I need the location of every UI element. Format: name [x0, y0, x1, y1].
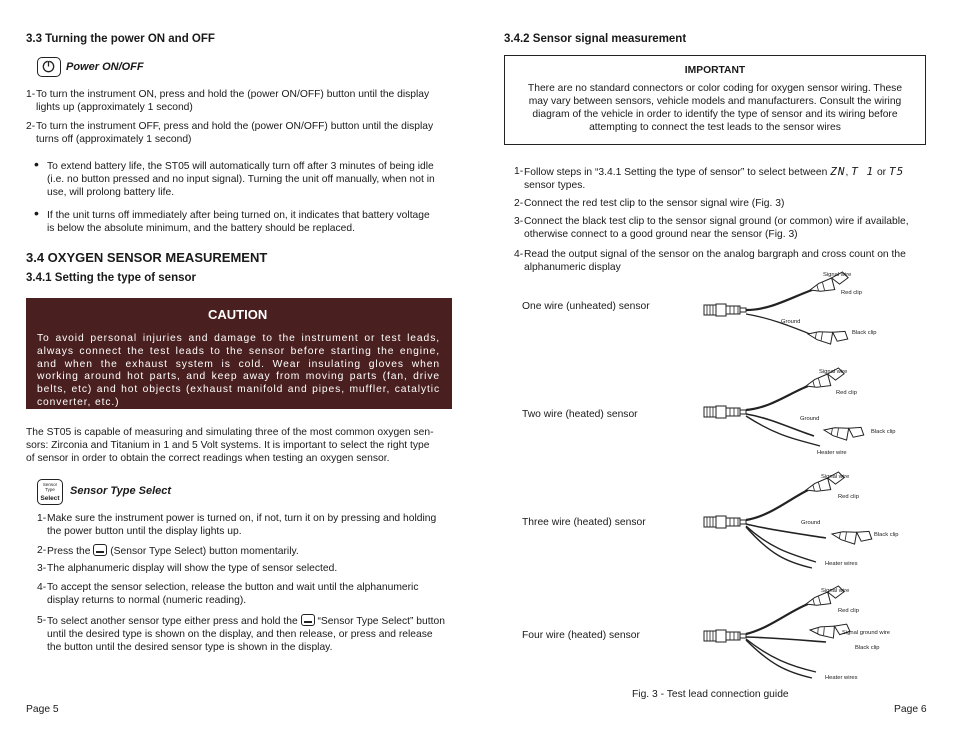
wire-label: Heater wire — [817, 450, 847, 456]
diagram-two-wire — [704, 367, 865, 446]
sensor-label-four-wire: Four wire (heated) sensor — [522, 630, 640, 641]
wire-label: Heater wires — [825, 675, 858, 681]
sensor-label-three-wire: Three wire (heated) sensor — [522, 517, 646, 528]
sensor-label-one-wire: One wire (unheated) sensor — [522, 301, 650, 312]
caution-title: CAUTION — [208, 307, 268, 322]
wire-label: Red clip — [841, 290, 862, 296]
wire-label: Black clip — [855, 645, 880, 651]
caution-body: To avoid personal injuries and damage to the instrument or test leads, always connect the test leads to the sensor before starting the engine, and when the exhaust system is cold. Wear insulating gloves when working around hot parts, and keep away from moving parts (fan, drive belts, etc) and hot objects (exhaust manifold and pipes, muffler, catalytic converter, etc.) — [37, 333, 440, 408]
wire-label: Black clip — [871, 429, 896, 435]
section-heading-3-4-1: 3.4.1 Setting the type of sensor — [26, 272, 196, 284]
section-heading-3-4-2: 3.4.2 Sensor signal measurement — [504, 33, 687, 45]
sensor-code-t5: T5 — [888, 165, 905, 178]
wire-label: Red clip — [836, 390, 857, 396]
intro-paragraph: The ST05 is capable of measuring and simulating three of the most common oxygen sen- sors: Zirconia and Titanium in 1 and 5 Volt systems. It is important to select the right type of sensor in order to obtain the correct readings when testing an oxygen sensor. — [26, 427, 434, 464]
important-box — [504, 55, 926, 145]
wire-label: Ground — [800, 416, 820, 422]
sensor-code-t1: T 1 — [851, 165, 875, 178]
diagram-four-wire — [704, 585, 851, 678]
figure-caption: Fig. 3 - Test lead connection guide — [632, 689, 789, 700]
wire-label: Ground — [781, 319, 801, 325]
sensor-type-select-label: Sensor Type Select — [70, 485, 172, 497]
section-heading-3-4: 3.4 OXYGEN SENSOR MEASUREMENT — [26, 250, 268, 265]
wire-label: Red clip — [838, 494, 859, 500]
sensor-label-two-wire: Two wire (heated) sensor — [522, 409, 638, 420]
wire-label: Ground — [801, 520, 821, 526]
diagram-one-wire — [704, 271, 850, 347]
diagram-three-wire — [704, 471, 873, 568]
wire-label: Red clip — [838, 608, 859, 614]
section-heading-3-3: 3.3 Turning the power ON and OFF — [26, 33, 215, 45]
important-title: IMPORTANT — [684, 65, 746, 76]
page-number-right: Page 6 — [894, 704, 927, 715]
wire-label: Black clip — [874, 532, 899, 538]
wire-label: Signal wire — [821, 474, 850, 480]
sensor-type-select-mini-icon — [93, 544, 107, 556]
wire-label: Signal ground wire — [842, 630, 891, 636]
power-button-icon — [37, 57, 61, 77]
sensor-type-select-icon: Sensor Type Select — [37, 479, 63, 505]
power-label: Power ON/OFF — [66, 61, 144, 73]
page-number-left: Page 5 — [26, 704, 59, 715]
sensor-type-select-mini-icon — [301, 614, 315, 626]
sensor-code-zn: ZN — [830, 165, 846, 178]
caution-box — [26, 298, 452, 409]
wire-label: Heater wires — [825, 561, 858, 567]
wire-label: Signal wire — [819, 369, 848, 375]
wiring-diagram — [700, 268, 930, 686]
important-body: There are no standard connectors or color coding for oxygen sensor wiring. These may vary between sensors, vehicle models and manufacturers. Consult the wiring diagram of the vehicle in order to identify the type of sensor and its wiring before attempting to connect the test leads to the sensor wires — [527, 83, 903, 133]
wire-label: Signal wire — [821, 588, 850, 594]
wire-label: Signal wire — [823, 272, 852, 278]
wire-label: Black clip — [852, 330, 877, 336]
